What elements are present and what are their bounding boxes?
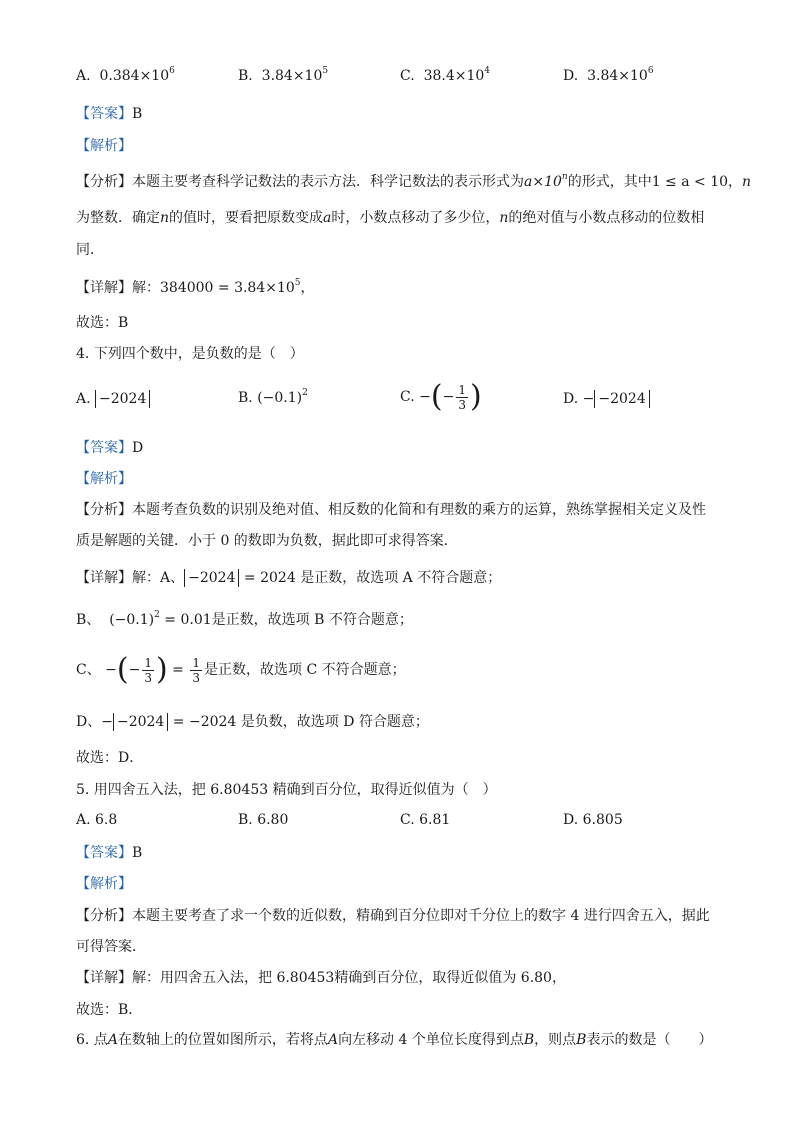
q3-analysis-line3: 同． (76, 242, 104, 258)
q5-analysis-line2: 可得答案． (76, 939, 146, 955)
q5-detail: 【详解】解：用四舍五入法，把 6.80453精确到百分位，取得近似值为 6.80， (76, 970, 566, 986)
q5-choose: 故选：B． (76, 1002, 143, 1018)
q3-option-d: D. $3.84\times 10^6$ (563, 66, 654, 84)
q5-option-a: A. 6.8 (76, 812, 118, 828)
q3-option-c: C. $38.4\times 10^4$ (400, 66, 491, 84)
q5-analysis-label: 【解析】 (76, 876, 132, 892)
q3-option-b: B. $3.84\times 10^5$ (238, 66, 329, 84)
q5-analysis-line1: 【分析】本题主要考查了求一个数的近似数，精确到百分位即对千分位上的数字 4 进行四舍五入，据此 (76, 908, 710, 924)
q4-detail-c: C、 −(− $\frac{1}{3}$ ) = $\frac{1}{3}$ 是正数，故选项 C 不符合题意； (76, 652, 406, 687)
q4-detail-c-fraction-2: $\frac{1}{3}$ (192, 655, 200, 685)
q4-detail-b: B、 $(-0.1)^2 = 0.01$是正数，故选项 B 不符合题意； (76, 610, 413, 628)
q3-analysis-line1: 【分析】本题主要考查科学记数法的表示方法．科学记数法的表示形式为$a\times 10^n$的形式，其中1 ≤ a < 10，n (76, 172, 752, 190)
q5-option-c: C. 6.81 (400, 812, 451, 828)
q3-analysis-line2: 为整数．确定n的值时，要看把原数变成a时，小数点移动了多少位，n的绝对值与小数点移动的位数相 (76, 210, 705, 226)
q3-answer: 【答案】B (76, 106, 143, 122)
q5-answer: 【答案】B (76, 845, 143, 861)
q4-detail-c-fraction-1: $\frac{1}{3}$ (144, 655, 152, 685)
q3-analysis-label: 【解析】 (76, 138, 132, 154)
q5-option-d: D. 6.805 (563, 812, 623, 828)
q3-detail: 【详解】解：$384000 = 3.84\times 10^5$， (76, 278, 315, 296)
q4-option-d: D. − −2024 (563, 390, 650, 408)
q4-option-b: B. $(-0.1)^2$ (238, 388, 308, 406)
q4-answer: 【答案】D (76, 440, 144, 456)
q4-detail-d: D、− −2024 = −2024 是负数，故选项 D 符合题意； (76, 714, 429, 730)
q3-option-a: A. $0.384\times 10^6$ (76, 66, 175, 84)
q4-option-c: C. −(− $\frac{1}{3}$ ) (400, 379, 482, 414)
q4-stem: 4. 下列四个数中，是负数的是（ ） (76, 346, 304, 362)
q5-option-b: B. 6.80 (238, 812, 289, 828)
q4-option-a: A. −2024 (76, 390, 150, 408)
q4-detail-a: 【详解】解：A、 −2024 = 2024 是正数，故选项 A 不符合题意； (76, 570, 502, 586)
q4-choose: 故选：D． (76, 750, 144, 766)
q4-analysis-line2: 质是解题的关键．小于 0 的数即为负数，据此即可求得答案． (76, 533, 458, 549)
q4-analysis-label: 【解析】 (76, 471, 132, 487)
q4-analysis-line1: 【分析】本题考查负数的识别及绝对值、相反数的化简和有理数的乘方的运算，熟练掌握相关定义及性 (76, 502, 706, 518)
q3-choose: 故选：B (76, 315, 129, 331)
q4-option-c-fraction: $\frac{1}{3}$ (458, 382, 466, 412)
q6-stem: 6. 点A在数轴上的位置如图所示，若将点A向左移动 4 个单位长度得到点B，则点B表示的数是（ ） (76, 1032, 713, 1048)
q5-stem: 5. 用四舍五入法，把 6.80453 精确到百分位，取得近似值为（ ） (76, 782, 497, 798)
